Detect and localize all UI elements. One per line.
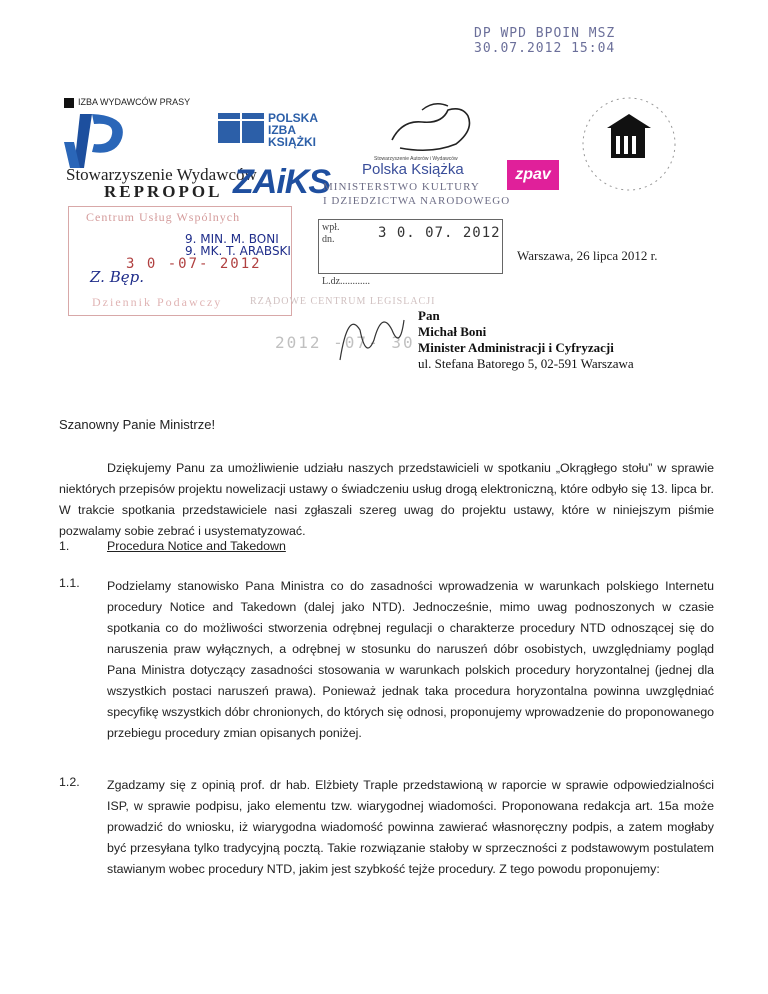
iwp-logo xyxy=(62,112,130,170)
reprop-org-name: Stowarzyszenie Wydawców xyxy=(66,165,257,184)
faded-stamp-line1: RZĄDOWE CENTRUM LEGISLACJI xyxy=(250,296,436,307)
section-title: Procedura Notice and Takedown xyxy=(107,539,286,553)
publishers-seal-icon xyxy=(573,90,685,198)
ministry-stamp-line1: MINISTERSTWO KULTURY xyxy=(323,181,480,193)
dn-label: dn. xyxy=(322,234,335,245)
zaiks-logo: ZAiKS xyxy=(233,163,330,201)
handwritten-line1: 9. MIN. M. BONI xyxy=(185,232,279,246)
paragraph-1-1: Podzielamy stanowisko Pana Ministra co do zasadności wprowadzenia w warunkach polskiego Internetu procedury Notice and Takedown (dalej jako NTD). Jednocześnie, mimo uwag podnoszonych w czasie spotkania co do możliwości stworzenia odrębnej regulacji o charakterze procedury NTD odnoszącej się do naruszenia praw wyłącznych, a odrębnej w stosunku do naruszeń dóbr osobistych, uwzględniamy pogląd Pana Ministra dotyczący zasadności stosowania w warunkach polskich procedury horyzontalnej (jednej dla wszystkich postaci naruszeń prawa). Ponieważ jednak taka procedura horyzontalna powinna uwzględniać specyfikę wszystkich dóbr chronionych, do których się odnosi, proponujemy wprowadzenie do proponowanego przebiegu procedury zmian opisanych poniżej. xyxy=(107,579,714,740)
pik-line: POLSKA xyxy=(268,111,319,125)
received-stamp-line1: DP WPD BPOIN MSZ xyxy=(474,26,616,41)
red-stamp-date: 3 0 -07- 2012 xyxy=(126,256,262,272)
faded-stamp-date: 2012 -07- 30 xyxy=(275,333,415,352)
letter-date: Warszawa, 26 lipca 2012 r. xyxy=(517,248,658,263)
ministry-stamp xyxy=(323,180,513,208)
section-number: 1. xyxy=(59,539,70,553)
pik-logo-icon xyxy=(218,113,264,143)
recipient-pan: Pan xyxy=(418,308,440,323)
ministry-stamp-line2: I DZIEDZICTWA NARODOWEGO xyxy=(323,195,511,207)
polska-ksiazka-logo: Polska Książka xyxy=(362,161,464,178)
red-stamp-line1: Centrum Usług Wspólnych xyxy=(86,210,241,224)
registry-date: 3 0. 07. 2012 xyxy=(378,225,501,241)
paragraph-number: 1.2. xyxy=(59,775,80,789)
izba-square-icon xyxy=(64,98,74,108)
recipient-name: Michał Boni xyxy=(418,324,487,339)
ldz-field: L.dz............ xyxy=(322,276,371,287)
received-stamp xyxy=(474,26,615,56)
recipient-block xyxy=(418,308,634,372)
repropol-name: REPROPOL xyxy=(104,182,223,201)
wpl-label: wpł. xyxy=(322,222,340,233)
signature-scribble-icon xyxy=(330,300,410,380)
salutation: Szanowny Panie Ministrze! xyxy=(59,417,216,432)
handwritten-signature: Z. Bęp. xyxy=(90,268,144,286)
pik-line: IZBA xyxy=(268,123,296,137)
zpav-logo: zpav xyxy=(507,160,559,190)
paragraph-number: 1.1. xyxy=(59,576,80,590)
handwritten-note xyxy=(185,233,291,257)
pik-wordmark xyxy=(268,112,318,148)
ministry-logo-icon xyxy=(382,100,486,154)
recipient-address: ul. Stefana Batorego 5, 02-591 Warszawa xyxy=(418,356,634,371)
handwritten-line2: 9. MK. T. ARABSKI xyxy=(185,244,291,258)
intro-paragraph: Dziękujemy Panu za umożliwienie udziału naszych przedstawicieli w spotkaniu „Okrągłego stołu” w sprawie niektórych przepisów projektu nowelizacji ustawy o świadczeniu usług drogą elektroniczną, które odbyło się 13. lipca br. W trakcie spotkania przedstawiciele nasi zgłaszali szereg uwag do projektu ustawy, które w niniejszym piśmie pozwalamy sobie zebrać i usystematyzować. xyxy=(59,461,714,538)
received-stamp-line2: 30.07.2012 15:04 xyxy=(474,41,616,56)
red-stamp-line3: Dziennik Podawczy xyxy=(92,295,223,309)
paragraph-1-2: Zgadzamy się z opinią prof. dr hab. Elżbiety Traple przedstawioną w raporcie w sprawie odpowiedzialności ISP, w sprawie podpisu, jako elementu tzw. wiarygodnej wiadomości. Proponowana redakcja art. 15a może prowadzić do wniosku, iż wiarygodna wiadomość powinna zawierać własnoręczny podpis, a zatem mogłaby być przesyłana tylko tradycyjną pocztą. Takie rozwiązanie stałoby w sprzeczności z podstawowym postulatem stawianym wobec procedury NTD, jakim jest szybkość tejże procedury. Z tego powodu proponujemy: xyxy=(107,778,714,876)
registry-labels xyxy=(322,222,340,246)
izba-label: IZBA WYDAWCÓW PRASY xyxy=(78,97,191,107)
recipient-title: Minister Administracji i Cyfryzacji xyxy=(418,340,614,355)
pik-line: KSIĄŻKI xyxy=(268,135,316,149)
polska-ksiazka-subtitle: Stowarzyszenie Autorów i Wydawców xyxy=(374,156,458,162)
